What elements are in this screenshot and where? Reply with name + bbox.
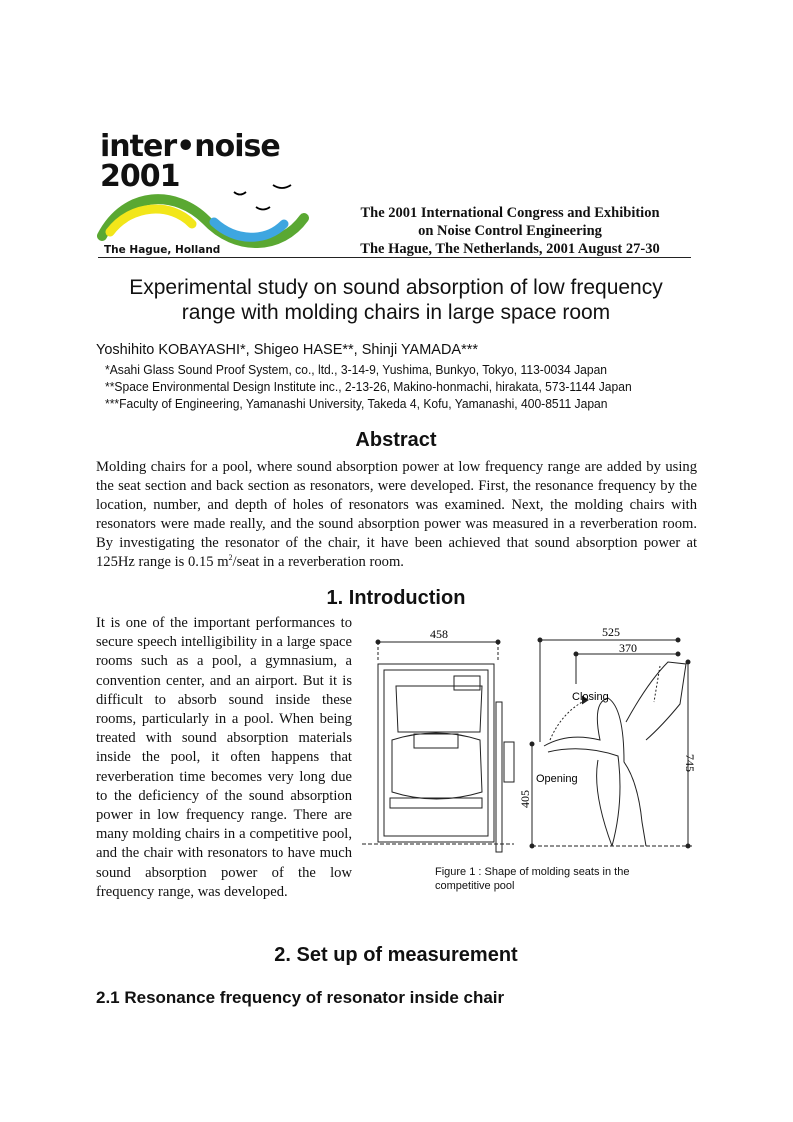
chair-drawing-figure [362, 622, 697, 858]
conference-line-3: The Hague, The Netherlands, 2001 August 27-30 [360, 241, 660, 257]
conference-logo-icon [96, 180, 326, 252]
paper-title [96, 275, 696, 325]
figure-caption: Figure 1 : Shape of molding seats in the competitive pool [435, 866, 630, 892]
title-line-1: Experimental study on sound absorption of low frequency [129, 276, 663, 299]
dim-seat-height-label: 405 [518, 790, 532, 808]
dim-width-label: 458 [430, 627, 448, 641]
header-rule [98, 257, 691, 258]
affiliation-2: **Space Environmental Design Institute inc., 2-13-26, Makino-honmachi, hirakata, 573-1144 Japan [105, 379, 632, 394]
abstract-body [96, 458, 697, 573]
conference-logo-wordmark: inter•noise 2001 [100, 129, 280, 194]
dim-depth-label: 525 [602, 625, 620, 639]
title-line-2: range with molding chairs in large space room [181, 301, 611, 324]
logo-location: The Hague, Holland [104, 244, 221, 256]
abstract-unit-exponent: 2 [228, 553, 233, 563]
opening-label: Opening [536, 773, 578, 785]
introduction-heading: 1. Introduction [326, 587, 466, 609]
author-list: Yoshihito KOBAYASHI*, Shigeo HASE**, Shinji YAMADA*** [96, 342, 479, 358]
affiliation-1: *Asahi Glass Sound Proof System, co., ltd., 3-14-9, Yushima, Bunkyo, Tokyo, 113-0034 Japan [105, 362, 608, 377]
abstract-text-end: /seat in a reverberation room. [232, 554, 404, 571]
abstract-heading: Abstract [355, 429, 437, 451]
conference-header [340, 204, 680, 258]
dim-total-height-label: 745 [683, 754, 697, 772]
section-2-heading: 2. Set up of measurement [274, 944, 518, 966]
introduction-body: It is one of the important performances to secure speech intelligibility in a large space rooms such as a pool, a gymnasium, a convention center, and an airport. But it is difficult to absorb sound inside these rooms, particularly in a pool. When being treated with sound absorption materials inside the pool, it often happens that reverberation time becomes very long due to the deficiency of the sound absorption power in low frequency range. There are many molding chairs in a competitive pool, and the chair with resonators to have much sound absorption power of the low frequency range, was developed. [96, 615, 352, 900]
dim-depth-inner-label: 370 [619, 641, 637, 655]
affiliation-3: ***Faculty of Engineering, Yamanashi University, Takeda 4, Kofu, Yamanashi, 400-8511 Japan [105, 396, 608, 411]
closing-label: Closing [572, 691, 609, 703]
abstract-text: Molding chairs for a pool, where sound absorption power at low frequency range are added by using the seat section and back section as resonators, were developed. First, the resonance frequency by the location, number, and depth of holes of resonators was examined. Next, the molding chairs with resonators were made really, and the sound absorption power was measured in a reverberation room. By investigating the resonator of the chair, it have been achieved that sound absorption power at 125Hz range is 0.15 [96, 459, 697, 571]
conference-line-1: The 2001 International Congress and Exhibition [360, 205, 660, 221]
abstract-unit: m [217, 554, 229, 571]
subsection-2-1-heading: 2.1 Resonance frequency of resonator inside chair [96, 988, 505, 1007]
conference-line-2: on Noise Control Engineering [418, 223, 602, 239]
